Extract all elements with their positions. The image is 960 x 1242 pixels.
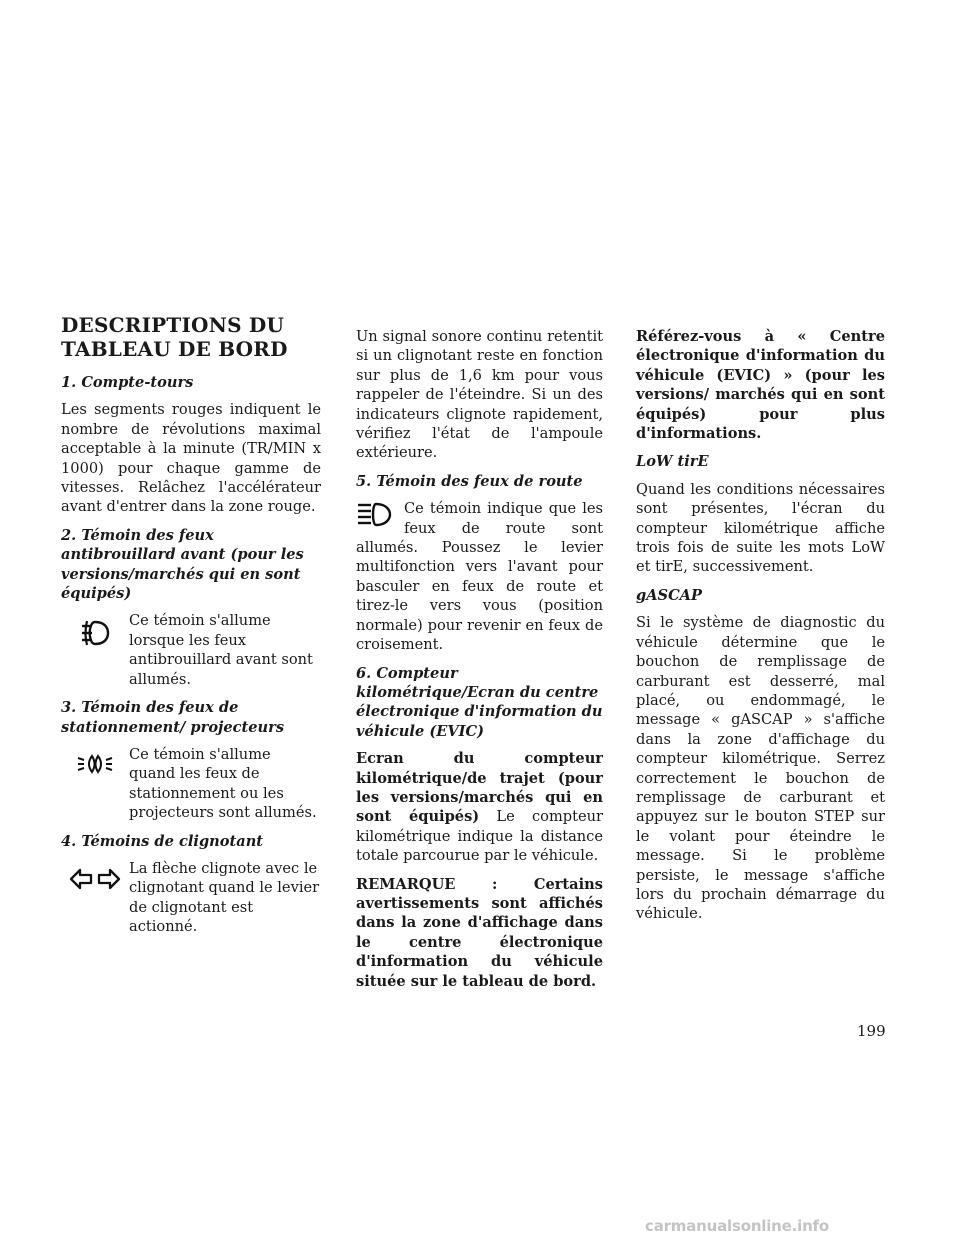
odometer-description [356, 749, 603, 865]
fog-light-indicator [61, 611, 321, 689]
section-body-tachometer: Les segments rouges indiquent le nombre de révolutions maximal acceptable à la minute (TR/MIN x 1000) pour chaque gamme de vitesses. Relâchez l'accélérateur avant d'entrer dans la zone rouge. [61, 401, 321, 516]
parking-light-description: Ce témoin s'allume quand les feux de stationnement ou les projecteurs sont allumés. [129, 745, 317, 822]
low-tire-heading: LoW tirE [636, 453, 709, 471]
gascap-heading: gASCAP [636, 586, 702, 604]
column-right [636, 327, 885, 933]
high-beam-icon [356, 501, 400, 531]
page-number: 199 [857, 1022, 886, 1040]
low-tire-description: Quand les conditions nécessaires sont présentes, l'écran du compteur kilométrique affiche trois fois de suite les mots LoW et tirE, successivement. [636, 480, 885, 576]
section-heading-odometer: 6. Compteur kilométrique/Ecran du centre électronique d'information du véhicule (EVIC) [356, 664, 603, 740]
section-heading-fog-light: 2. Témoin des feux antibrouillard avant (pour les versions/marchés qui en sont équipés) [61, 526, 304, 603]
turn-signal-description: La flèche clignote avec le clignotant quand le levier de clignotant est actionné. [129, 859, 320, 936]
front-fog-light-icon [61, 611, 129, 647]
page-title [61, 313, 321, 361]
high-beam-text: Ce témoin indique que les feux de route sont allumés. Poussez le levier multifonction vers l'avant pour basculer en feux de route et tirez-le vers vous (position normale) pour revenir en feux de croisement. [356, 500, 603, 654]
parking-light-icon [61, 745, 129, 775]
parking-light-indicator [61, 745, 321, 823]
odometer-text: Le compteur kilométrique indique la distance totale parcourue par le véhicule. [356, 808, 603, 865]
column-left [61, 313, 321, 946]
turn-signal-indicator [61, 859, 321, 937]
high-beam-description [356, 499, 603, 654]
turn-signal-arrows-icon [61, 859, 129, 891]
watermark: carmanualsonline.info [645, 1217, 829, 1235]
odometer-note: REMARQUE : Certains avertissements sont affichés dans la zone d'affichage dans le centre électronique d'information du véhicule située sur le tableau de bord. [356, 875, 603, 990]
turn-signal-chime-text: Un signal sonore continu retentit si un clignotant reste en fonction sur plus de 1,6 km pour vous rappeler de l'éteindre. Si un des indicateurs clignote rapidement, vérifiez l'état de l'ampoule extérieure. [356, 328, 603, 462]
section-heading-parking-light: 3. Témoin des feux de stationnement/ projecteurs [61, 699, 285, 736]
section-heading-high-beam: 5. Témoin des feux de route [356, 472, 583, 490]
title-line-2: TABLEAU DE BORD [61, 337, 288, 361]
section-heading-tachometer: 1. Compte-tours [61, 374, 194, 391]
gascap-description: Si le système de diagnostic du véhicule détermine que le bouchon de remplissage de carburant est desserré, mal placé, ou endommagé, le message « gASCAP » s'affiche dans la zone d'affichage du compteur kilométrique. Serrez correctement le bouchon de remplissage de carburant et appuyez sur le bouton STEP sur le volant pour éteindre le message. Si le problème persiste, le message s'affiche lors du prochain démarrage du véhicule. [636, 614, 885, 923]
odometer-subheading: Ecran du compteur kilométrique/de trajet (pour les versions/marchés qui en sont équipés) [356, 750, 603, 826]
title-line-1: DESCRIPTIONS DU [61, 313, 285, 337]
column-middle [356, 327, 603, 1000]
fog-light-description: Ce témoin s'allume lorsque les feux antibrouillard avant sont allumés. [129, 612, 313, 688]
evic-reference: Référez-vous à « Centre électronique d'information du véhicule (EVIC) » (pour les versions/ marchés qui en sont équipés) pour plus d'informations. [636, 328, 885, 443]
section-heading-turn-signal: 4. Témoins de clignotant [61, 832, 264, 850]
